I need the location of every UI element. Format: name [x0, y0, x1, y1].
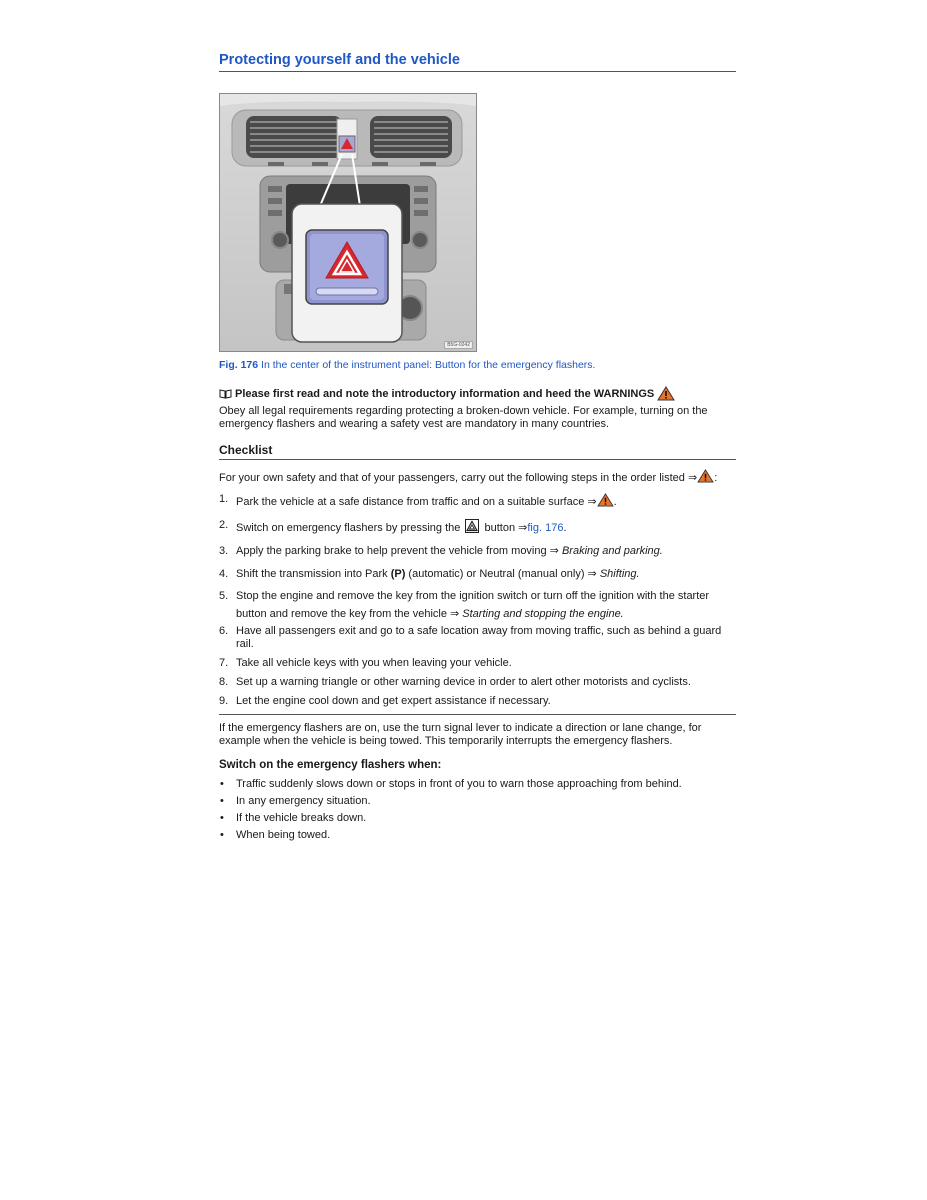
intro-warning-line	[219, 386, 736, 401]
switch-on-list	[219, 778, 736, 842]
warning-icon[interactable]	[697, 469, 714, 483]
hazard-button-icon	[465, 519, 479, 533]
checklist-lead-end: :	[714, 472, 718, 484]
list-item: • In any emergency situation.	[219, 795, 736, 808]
list-item: 8. Set up a warning triangle or other warning device in order to alert other motorists and cyclists.	[219, 676, 691, 688]
dashboard-illustration	[220, 94, 476, 351]
list-item: • If the vehicle breaks down.	[219, 812, 736, 825]
legal-requirements-paragraph: Obey all legal requirements regarding protecting a broken-down vehicle. For example, turning on the emergency flashers and wearing a safety vest are mandatory in many countries.	[219, 405, 708, 430]
list-item: 6. Have all passengers exit and go to a safe location away from moving traffic, such as behind a guard rail.	[219, 625, 722, 650]
list-item: 5. Stop the engine and remove the key from the ignition switch or turn off the ignition with the starter button and remove the key from the vehicle ⇒ Starting and stopping the engine.	[219, 590, 710, 620]
list-item: 1. Park the vehicle at a safe distance from traffic and on a suitable surface ⇒ .	[219, 493, 617, 508]
checklist-steps	[219, 493, 736, 715]
turn-signal-paragraph: If the emergency flashers are on, use the turn signal lever to indicate a direction or lane change, for example when the vehicle is being towed. This temporarily interrupts the emergency flashers.	[219, 722, 702, 747]
caption-text: In the center of the instrument panel: Button for the emergency flashers.	[261, 359, 596, 371]
page-title: Protecting yourself and the vehicle	[219, 52, 736, 72]
list-item: • When being towed.	[219, 829, 736, 842]
checklist-lead-text: For your own safety and that of your passengers, carry out the following steps in the order listed ⇒	[219, 472, 698, 484]
checklist-lead	[219, 469, 736, 485]
checklist-heading: Checklist	[219, 443, 736, 460]
caption-label: Fig. 176	[219, 359, 259, 371]
figure-code: B5G-0242	[444, 341, 473, 349]
starting-stopping-link[interactable]: Starting and stopping the engine.	[462, 607, 624, 620]
fig-176-link[interactable]: fig. 176	[527, 522, 564, 534]
braking-link[interactable]: Braking and parking.	[561, 545, 663, 557]
page-content	[219, 52, 736, 846]
list-item: 9. Let the engine cool down and get expert assistance if necessary.	[219, 695, 551, 707]
warning-icon[interactable]	[657, 386, 675, 401]
figure-caption	[219, 359, 736, 371]
list-item: • Traffic suddenly slows down or stops in front of you to warn those approaching from behind.	[219, 778, 736, 791]
list-item: 4. Shift the transmission into Park (P) (automatic) or Neutral (manual only) ⇒ Shifting.	[219, 568, 640, 580]
warning-icon[interactable]	[597, 493, 614, 507]
intro-text: Please first read and note the introductory information and heed the WARNINGS	[235, 387, 655, 400]
switch-on-heading: Switch on the emergency flashers when:	[219, 759, 442, 771]
list-item: 7. Take all vehicle keys with you when leaving your vehicle.	[219, 657, 512, 669]
book-icon	[219, 389, 232, 399]
shifting-link[interactable]: Shifting.	[599, 568, 640, 580]
figure-dashboard	[219, 93, 477, 352]
list-item: 3. Apply the parking brake to help prevent the vehicle from moving ⇒ Braking and parking.	[219, 545, 663, 557]
list-item: 2. Switch on emergency flashers by pressing the button ⇒fig. 176.	[219, 519, 567, 534]
